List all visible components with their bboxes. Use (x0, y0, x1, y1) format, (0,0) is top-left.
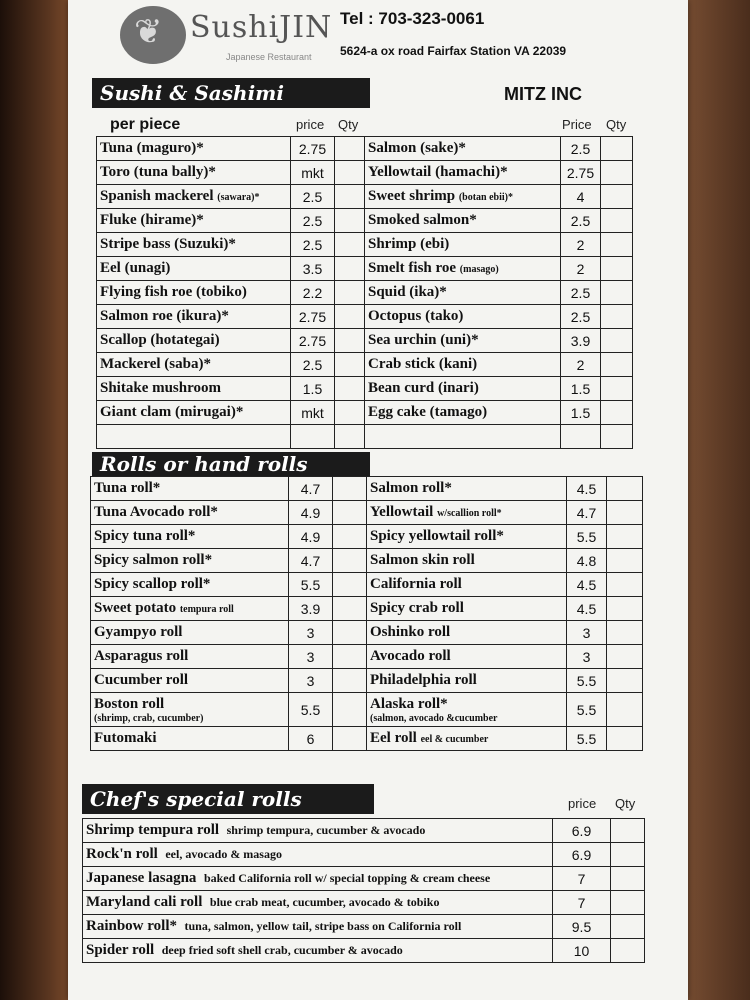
qty-box[interactable] (333, 693, 367, 727)
item-name: Octopus (tako) (365, 305, 561, 329)
qty-box[interactable] (333, 727, 367, 751)
item-name: Flying fish roe (tobiko) (97, 281, 291, 305)
qty-box[interactable] (601, 185, 633, 209)
table-row (91, 477, 643, 501)
table-row (97, 425, 633, 449)
qty-box[interactable] (601, 281, 633, 305)
item-price: 5.5 (289, 573, 333, 597)
section-title-sushi: Sushi & Sashimi (92, 78, 370, 108)
table-row (91, 693, 643, 727)
address: 5624-a ox road Fairfax Station VA 22039 (340, 44, 567, 58)
item-name: Egg cake (tamago) (365, 401, 561, 425)
qty-box[interactable] (335, 185, 365, 209)
item-name: Stripe bass (Suzuki)* (97, 233, 291, 257)
qty-box[interactable] (601, 305, 633, 329)
table-row (91, 549, 643, 573)
qty-box[interactable] (333, 501, 367, 525)
item-name: Shitake mushroom (97, 377, 291, 401)
table-row (97, 185, 633, 209)
table-row (91, 573, 643, 597)
qty-box[interactable] (601, 329, 633, 353)
item-note: (masago) (459, 264, 499, 275)
item-name: Eel (unagi) (97, 257, 291, 281)
qty-box[interactable] (611, 867, 645, 891)
item-name: Shrimp tempura roll shrimp tempura, cucumber & avocado (83, 819, 553, 843)
qty-box[interactable] (335, 209, 365, 233)
qty-box[interactable] (611, 843, 645, 867)
item-name: Yellowtail w/scallion roll* (367, 501, 567, 525)
item-price: 2 (561, 257, 601, 281)
item-name: Eel roll eel & cucumber (367, 727, 567, 751)
item-price: 5.5 (567, 727, 607, 751)
item-name: Scallop (hotategai) (97, 329, 291, 353)
item-name: Cucumber roll (91, 669, 289, 693)
item-price: 4.7 (289, 477, 333, 501)
table-row (91, 645, 643, 669)
rolls-table (90, 476, 643, 751)
qty-box[interactable] (601, 137, 633, 161)
company-name: MITZ INC (504, 84, 582, 104)
brand-subtitle: Japanese Restaurant (226, 52, 312, 62)
qty-box[interactable] (607, 645, 643, 669)
item-price (561, 425, 601, 449)
item-name: Spicy yellowtail roll* (367, 525, 567, 549)
item-price: 7 (553, 891, 611, 915)
qty-box[interactable] (601, 425, 633, 449)
item-price: 6.9 (553, 819, 611, 843)
item-price: 3.5 (291, 257, 335, 281)
item-name: Bean curd (inari) (365, 377, 561, 401)
item-price: 4.9 (289, 501, 333, 525)
table-row (91, 621, 643, 645)
item-description: blue crab meat, cucumber, avocado & tobiko (209, 895, 440, 909)
item-price: 7 (553, 867, 611, 891)
item-name: Spicy salmon roll* (91, 549, 289, 573)
table-row (91, 525, 643, 549)
item-name: Salmon roll* (367, 477, 567, 501)
table-surface-left (0, 0, 70, 1000)
item-name: Salmon (sake)* (365, 137, 561, 161)
table-row (83, 843, 645, 867)
qty-box[interactable] (335, 257, 365, 281)
qty-box[interactable] (601, 161, 633, 185)
item-price: mkt (291, 401, 335, 425)
item-price: 3 (289, 645, 333, 669)
item-name: Spanish mackerel (sawara)* (97, 185, 291, 209)
item-subnote: (salmon, avocado &cucumber (370, 712, 498, 724)
item-price: 10 (553, 939, 611, 963)
table-row (83, 891, 645, 915)
item-description: deep fried soft shell crab, cucumber & avocado (161, 943, 403, 957)
section-title-chef: Chef's special rolls (82, 784, 374, 814)
col-qty-chef: Qty (615, 796, 636, 811)
item-name: Fluke (hirame)* (97, 209, 291, 233)
item-name (97, 425, 291, 449)
qty-box[interactable] (335, 233, 365, 257)
qty-box[interactable] (611, 939, 645, 963)
qty-box[interactable] (333, 645, 367, 669)
qty-box[interactable] (601, 377, 633, 401)
item-price: 1.5 (291, 377, 335, 401)
item-price: 3 (289, 669, 333, 693)
item-name: California roll (367, 573, 567, 597)
item-name: Shrimp (ebi) (365, 233, 561, 257)
qty-box[interactable] (335, 425, 365, 449)
item-name: Salmon skin roll (367, 549, 567, 573)
qty-box[interactable] (335, 137, 365, 161)
item-price: 4.5 (567, 597, 607, 621)
item-description: tuna, salmon, yellow tail, stripe bass on California roll (184, 919, 462, 933)
item-price: 2 (561, 233, 601, 257)
item-name: Maryland cali roll blue crab meat, cucumber, avocado & tobiko (83, 891, 553, 915)
qty-box[interactable] (335, 161, 365, 185)
item-description: eel, avocado & masago (165, 847, 282, 861)
bamboo-logo-icon: ❦ (120, 6, 186, 64)
item-name: Mackerel (saba)* (97, 353, 291, 377)
menu-header (118, 6, 678, 70)
item-name: Tuna Avocado roll* (91, 501, 289, 525)
table-row (91, 597, 643, 621)
item-price: 2.75 (561, 161, 601, 185)
qty-box[interactable] (607, 477, 643, 501)
item-name: Avocado roll (367, 645, 567, 669)
qty-box[interactable] (601, 209, 633, 233)
item-price: 2.75 (291, 137, 335, 161)
item-name: Gyampyo roll (91, 621, 289, 645)
item-description: shrimp tempura, cucumber & avocado (226, 823, 426, 837)
item-name: Yellowtail (hamachi)* (365, 161, 561, 185)
item-name: Crab stick (kani) (365, 353, 561, 377)
qty-box[interactable] (335, 329, 365, 353)
table-row (97, 305, 633, 329)
qty-box[interactable] (601, 401, 633, 425)
qty-box[interactable] (333, 573, 367, 597)
item-price: 2.75 (291, 305, 335, 329)
qty-box[interactable] (333, 549, 367, 573)
item-price: 2.5 (561, 209, 601, 233)
qty-box[interactable] (335, 401, 365, 425)
table-row (97, 281, 633, 305)
col-qty-left: Qty (338, 117, 359, 132)
item-subnote: (shrimp, crab, cucumber) (94, 712, 204, 724)
table-row (97, 353, 633, 377)
item-price: 4.9 (289, 525, 333, 549)
item-name: Spicy scallop roll* (91, 573, 289, 597)
table-row (97, 137, 633, 161)
item-name: Alaska roll* (salmon, avocado &cucumber (367, 693, 567, 727)
item-price: 2.5 (561, 137, 601, 161)
table-row (97, 209, 633, 233)
item-note: (botan ebii)* (458, 192, 513, 203)
section-title-rolls: Rolls or hand rolls (92, 452, 370, 476)
qty-box[interactable] (611, 819, 645, 843)
item-note: eel & cucumber (420, 734, 489, 745)
item-name: Futomaki (91, 727, 289, 751)
item-name: Giant clam (mirugai)* (97, 401, 291, 425)
item-price: 2.75 (291, 329, 335, 353)
item-price: 4.5 (567, 477, 607, 501)
qty-box[interactable] (607, 693, 643, 727)
table-row (83, 819, 645, 843)
item-name: Sea urchin (uni)* (365, 329, 561, 353)
item-name: Sweet shrimp (botan ebii)* (365, 185, 561, 209)
table-row (97, 161, 633, 185)
qty-box[interactable] (601, 353, 633, 377)
table-row (83, 939, 645, 963)
item-name: Asparagus roll (91, 645, 289, 669)
item-price: 2.5 (291, 233, 335, 257)
item-name: Squid (ika)* (365, 281, 561, 305)
qty-box[interactable] (611, 915, 645, 939)
item-price: 5.5 (567, 669, 607, 693)
table-row (83, 867, 645, 891)
item-price: 2.5 (291, 185, 335, 209)
item-price: 2 (561, 353, 601, 377)
item-price: mkt (291, 161, 335, 185)
qty-box[interactable] (333, 525, 367, 549)
item-price: 2.5 (561, 281, 601, 305)
qty-box[interactable] (335, 377, 365, 401)
item-price: 1.5 (561, 401, 601, 425)
item-name: Salmon roe (ikura)* (97, 305, 291, 329)
item-price: 2.2 (291, 281, 335, 305)
item-name: Sweet potato tempura roll (91, 597, 289, 621)
qty-box[interactable] (607, 573, 643, 597)
table-row (83, 915, 645, 939)
col-qty-right: Qty (606, 117, 627, 132)
item-price: 3 (567, 645, 607, 669)
qty-box[interactable] (607, 525, 643, 549)
item-price (291, 425, 335, 449)
item-price: 5.5 (567, 693, 607, 727)
sushi-table (96, 136, 633, 449)
item-price: 5.5 (567, 525, 607, 549)
item-price: 4.7 (289, 549, 333, 573)
item-name: Boston roll (shrimp, crab, cucumber) (91, 693, 289, 727)
item-name: Japanese lasagna baked California roll w/ special topping & cream cheese (83, 867, 553, 891)
qty-box[interactable] (607, 501, 643, 525)
item-price: 3.9 (561, 329, 601, 353)
qty-box[interactable] (335, 353, 365, 377)
item-price: 4.8 (567, 549, 607, 573)
table-row (97, 233, 633, 257)
item-name: Rock'n roll eel, avocado & masago (83, 843, 553, 867)
item-price: 3 (567, 621, 607, 645)
table-row (97, 377, 633, 401)
qty-box[interactable] (601, 257, 633, 281)
item-price: 9.5 (553, 915, 611, 939)
qty-box[interactable] (607, 597, 643, 621)
qty-box[interactable] (607, 549, 643, 573)
qty-box[interactable] (611, 891, 645, 915)
item-name: Smelt fish roe (masago) (365, 257, 561, 281)
item-name: Smoked salmon* (365, 209, 561, 233)
table-row (97, 329, 633, 353)
qty-box[interactable] (335, 305, 365, 329)
qty-box[interactable] (601, 233, 633, 257)
item-price: 2.5 (291, 353, 335, 377)
item-note: w/scallion roll* (437, 508, 502, 519)
item-name (365, 425, 561, 449)
qty-box[interactable] (607, 621, 643, 645)
item-price: 1.5 (561, 377, 601, 401)
item-name: Rainbow roll* tuna, salmon, yellow tail, stripe bass on California roll (83, 915, 553, 939)
qty-box[interactable] (333, 597, 367, 621)
col-price-right: Price (562, 117, 592, 132)
item-price: 6 (289, 727, 333, 751)
item-note: tempura roll (179, 604, 234, 615)
chef-table (82, 818, 645, 963)
table-row (97, 401, 633, 425)
table-row (91, 501, 643, 525)
col-price-chef: price (568, 796, 597, 811)
item-name: Toro (tuna bally)* (97, 161, 291, 185)
item-price: 2.5 (291, 209, 335, 233)
table-row (91, 727, 643, 751)
item-name: Oshinko roll (367, 621, 567, 645)
item-price: 4 (561, 185, 601, 209)
item-name: Spicy tuna roll* (91, 525, 289, 549)
qty-box[interactable] (607, 727, 643, 751)
item-note: (sawara)* (217, 192, 260, 203)
item-name: Tuna (maguro)* (97, 137, 291, 161)
menu-sheet (68, 0, 688, 1000)
item-price: 5.5 (289, 693, 333, 727)
qty-box[interactable] (333, 477, 367, 501)
col-price-left: price (296, 117, 325, 132)
table-row (97, 257, 633, 281)
qty-box[interactable] (333, 621, 367, 645)
item-price: 4.7 (567, 501, 607, 525)
item-price: 3 (289, 621, 333, 645)
brand-name: SushiJIN (190, 10, 333, 45)
item-description: baked California roll w/ special topping & cream cheese (203, 871, 491, 885)
item-price: 4.5 (567, 573, 607, 597)
qty-box[interactable] (333, 669, 367, 693)
item-name: Tuna roll* (91, 477, 289, 501)
qty-box[interactable] (607, 669, 643, 693)
item-price: 6.9 (553, 843, 611, 867)
table-surface-right (680, 0, 750, 1000)
item-price: 3.9 (289, 597, 333, 621)
per-piece-label: per piece (110, 116, 181, 133)
item-name: Spider roll deep fried soft shell crab, cucumber & avocado (83, 939, 553, 963)
phone-number: Tel : 703-323-0061 (340, 9, 485, 28)
table-row (91, 669, 643, 693)
item-price: 2.5 (561, 305, 601, 329)
item-name: Philadelphia roll (367, 669, 567, 693)
qty-box[interactable] (335, 281, 365, 305)
item-name: Spicy crab roll (367, 597, 567, 621)
